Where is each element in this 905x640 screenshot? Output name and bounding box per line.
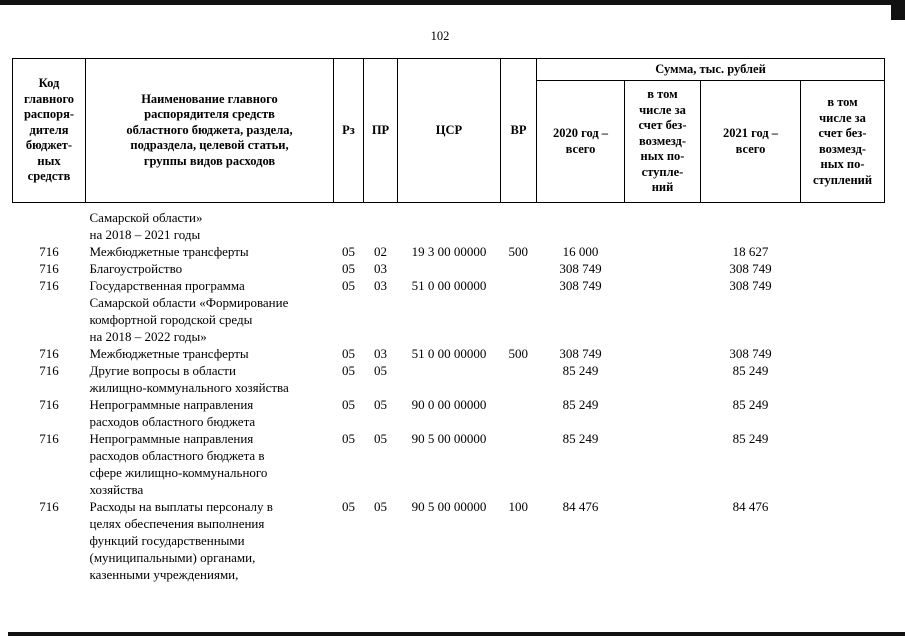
header-2021-gratuitous [801, 81, 885, 203]
table-row [13, 260, 885, 277]
scan-edge-top [0, 0, 905, 5]
cell-2021-total: 85 249 [732, 397, 769, 412]
cell-csr [398, 362, 501, 396]
name-line: Непрограммные направления [89, 397, 254, 412]
table-row [13, 396, 885, 430]
cell-name [86, 498, 334, 583]
cell-pr: 05 [374, 397, 387, 412]
header-line: дителя [29, 122, 69, 137]
cell-2021-total [701, 209, 801, 243]
cell-2021-gratuitous [801, 345, 885, 362]
cell-vr [501, 430, 537, 498]
header-pr: ПР [364, 59, 398, 203]
name-line: (муниципальными) органами, [89, 550, 256, 565]
cell-rz: 05 [342, 346, 355, 361]
name-line: Самарской области» [89, 210, 203, 225]
cell-rz: 05 [342, 397, 355, 412]
name-line: Самарской области «Формирование [89, 295, 289, 310]
header-line: Наименование главного [141, 91, 278, 106]
cell-2021-gratuitous [801, 396, 885, 430]
header-2020-gratuitous [625, 81, 701, 203]
name-line: казенными учреждениями, [89, 567, 239, 582]
header-line: возмезд- [638, 133, 687, 148]
header-rz: Рз [334, 59, 364, 203]
header-line: возмезд- [818, 141, 867, 156]
cell-2020-total: 16 000 [562, 244, 599, 259]
name-line: сфере жилищно-коммунального [89, 465, 268, 480]
cell-2020-total: 85 249 [562, 397, 599, 412]
cell-name [86, 345, 334, 362]
header-line: 2021 год – [722, 126, 779, 140]
header-line: распорядителя средств [144, 107, 275, 122]
cell-csr: 90 0 00 00000 [411, 397, 487, 412]
cell-2020-gratuitous [625, 260, 701, 277]
cell-2021-gratuitous [801, 260, 885, 277]
cell-name [86, 209, 334, 243]
cell-code: 716 [39, 244, 59, 259]
table-row [13, 498, 885, 583]
name-line: расходов областного бюджета [89, 414, 256, 429]
cell-2021-total: 308 749 [729, 261, 772, 276]
header-sum: Сумма, тыс. рублей [537, 59, 885, 81]
name-line: хозяйства [89, 482, 144, 497]
cell-csr [398, 209, 501, 243]
scan-edge-bottom [8, 632, 905, 636]
cell-csr: 90 5 00 00000 [411, 499, 487, 514]
table-row [13, 277, 885, 345]
header-line: в том [827, 95, 858, 109]
cell-2021-total: 18 627 [732, 244, 769, 259]
cell-name [86, 396, 334, 430]
cell-2021-gratuitous [801, 498, 885, 583]
header-line: областного бюджета, раздела, [126, 122, 293, 137]
cell-2020-gratuitous [625, 277, 701, 345]
name-line: Непрограммные направления [89, 431, 254, 446]
name-line: Расходы на выплаты персоналу в [89, 499, 273, 514]
name-line: жилищно-коммунального хозяйства [89, 380, 289, 395]
header-line: ных по- [640, 149, 685, 164]
cell-2020-total: 84 476 [562, 499, 599, 514]
cell-2021-total: 308 749 [729, 346, 772, 361]
header-line: ний [651, 180, 674, 195]
cell-2021-gratuitous [801, 209, 885, 243]
cell-name [86, 362, 334, 396]
cell-2021-gratuitous [801, 243, 885, 260]
cell-2020-total: 308 749 [559, 261, 602, 276]
cell-2021-total: 308 749 [729, 278, 772, 293]
cell-vr [501, 277, 537, 345]
header-line: всего [565, 141, 596, 156]
cell-rz: 05 [342, 499, 355, 514]
header-line: числе за [819, 110, 866, 125]
cell-code: 716 [39, 499, 59, 514]
cell-code: 716 [39, 431, 59, 446]
cell-rz: 05 [342, 278, 355, 293]
cell-vr [501, 396, 537, 430]
page-number: 102 [430, 29, 450, 43]
name-line: Другие вопросы в области [89, 363, 236, 378]
cell-2020-gratuitous [625, 362, 701, 396]
cell-2021-total: 85 249 [732, 431, 769, 446]
header-line: подраздела, целевой статьи, [130, 138, 289, 153]
cell-2020-total [537, 209, 625, 243]
table-row [13, 243, 885, 260]
header-line: ступле- [641, 164, 684, 179]
cell-code [13, 209, 86, 243]
header-2021-total [701, 81, 801, 203]
scan-edge-corner [891, 0, 905, 20]
cell-pr: 02 [374, 244, 387, 259]
header-line: ступлений [812, 172, 873, 187]
name-line: на 2018 – 2022 годы» [89, 329, 207, 344]
header-line: ных [37, 153, 61, 168]
name-line: Государственная программа [89, 278, 245, 293]
cell-2021-gratuitous [801, 362, 885, 396]
header-line: всего [735, 141, 766, 156]
cell-pr [364, 209, 398, 243]
table-body [13, 203, 885, 584]
cell-pr: 05 [374, 499, 387, 514]
name-line: Межбюджетные трансферты [89, 346, 249, 361]
cell-rz: 05 [342, 431, 355, 446]
header-csr: ЦСР [398, 59, 501, 203]
header-line: средств [27, 169, 71, 184]
cell-2020-gratuitous [625, 498, 701, 583]
cell-name [86, 243, 334, 260]
cell-vr [501, 209, 537, 243]
header-name [86, 59, 334, 203]
name-line: Межбюджетные трансферты [89, 244, 249, 259]
header-line: распоря- [23, 107, 75, 122]
cell-pr: 05 [374, 363, 387, 378]
cell-vr: 500 [508, 244, 528, 259]
name-line: на 2018 – 2021 годы [89, 227, 201, 242]
cell-name [86, 277, 334, 345]
cell-csr [398, 260, 501, 277]
cell-name [86, 260, 334, 277]
cell-csr: 19 3 00 00000 [411, 244, 487, 259]
cell-2020-gratuitous [625, 209, 701, 243]
cell-pr: 03 [374, 278, 387, 293]
cell-pr: 05 [374, 431, 387, 446]
cell-pr: 03 [374, 346, 387, 361]
table-row [13, 345, 885, 362]
budget-table [12, 58, 885, 583]
cell-2020-total: 308 749 [559, 346, 602, 361]
cell-2020-total: 308 749 [559, 278, 602, 293]
cell-2020-total: 85 249 [562, 431, 599, 446]
header-line: счет без- [638, 118, 687, 133]
name-line: Благоустройство [89, 261, 183, 276]
table-row [13, 362, 885, 396]
cell-vr [501, 362, 537, 396]
header-line: ных по- [820, 157, 865, 171]
header-code [13, 59, 86, 203]
table-row [13, 430, 885, 498]
cell-pr: 03 [374, 261, 387, 276]
name-line: комфортной городской среды [89, 312, 253, 327]
cell-code: 716 [39, 346, 59, 361]
cell-rz [334, 209, 364, 243]
table-row [13, 209, 885, 243]
header-line: бюджет- [25, 138, 73, 153]
cell-2020-gratuitous [625, 345, 701, 362]
cell-code: 716 [39, 397, 59, 412]
cell-vr [501, 260, 537, 277]
cell-code: 716 [39, 261, 59, 276]
header-line: 2020 год – [552, 126, 609, 140]
cell-2020-total: 85 249 [562, 363, 599, 378]
header-line: счет без- [818, 126, 867, 140]
cell-2021-total: 85 249 [732, 363, 769, 378]
header-line: группы видов расходов [143, 153, 276, 168]
header-line: числе за [639, 102, 686, 117]
cell-2020-gratuitous [625, 243, 701, 260]
cell-2021-gratuitous [801, 430, 885, 498]
cell-2020-gratuitous [625, 396, 701, 430]
cell-csr: 90 5 00 00000 [411, 431, 487, 446]
cell-code: 716 [39, 278, 59, 293]
cell-code: 716 [39, 363, 59, 378]
header-vr: ВР [501, 59, 537, 203]
cell-rz: 05 [342, 244, 355, 259]
header-line: Код [38, 76, 60, 91]
cell-rz: 05 [342, 363, 355, 378]
cell-vr: 100 [508, 499, 528, 514]
name-line: целях обеспечения выполнения [89, 516, 265, 531]
cell-csr: 51 0 00 00000 [411, 278, 487, 293]
header-2020-total [537, 81, 625, 203]
cell-csr: 51 0 00 00000 [411, 346, 487, 361]
name-line: функций государственными [89, 533, 245, 548]
cell-2021-total: 84 476 [732, 499, 769, 514]
cell-name [86, 430, 334, 498]
cell-vr: 500 [508, 346, 528, 361]
cell-2020-gratuitous [625, 430, 701, 498]
header-line: в том [647, 87, 678, 102]
header-line: главного [23, 91, 75, 106]
name-line: расходов областного бюджета в [89, 448, 265, 463]
cell-rz: 05 [342, 261, 355, 276]
cell-2021-gratuitous [801, 277, 885, 345]
